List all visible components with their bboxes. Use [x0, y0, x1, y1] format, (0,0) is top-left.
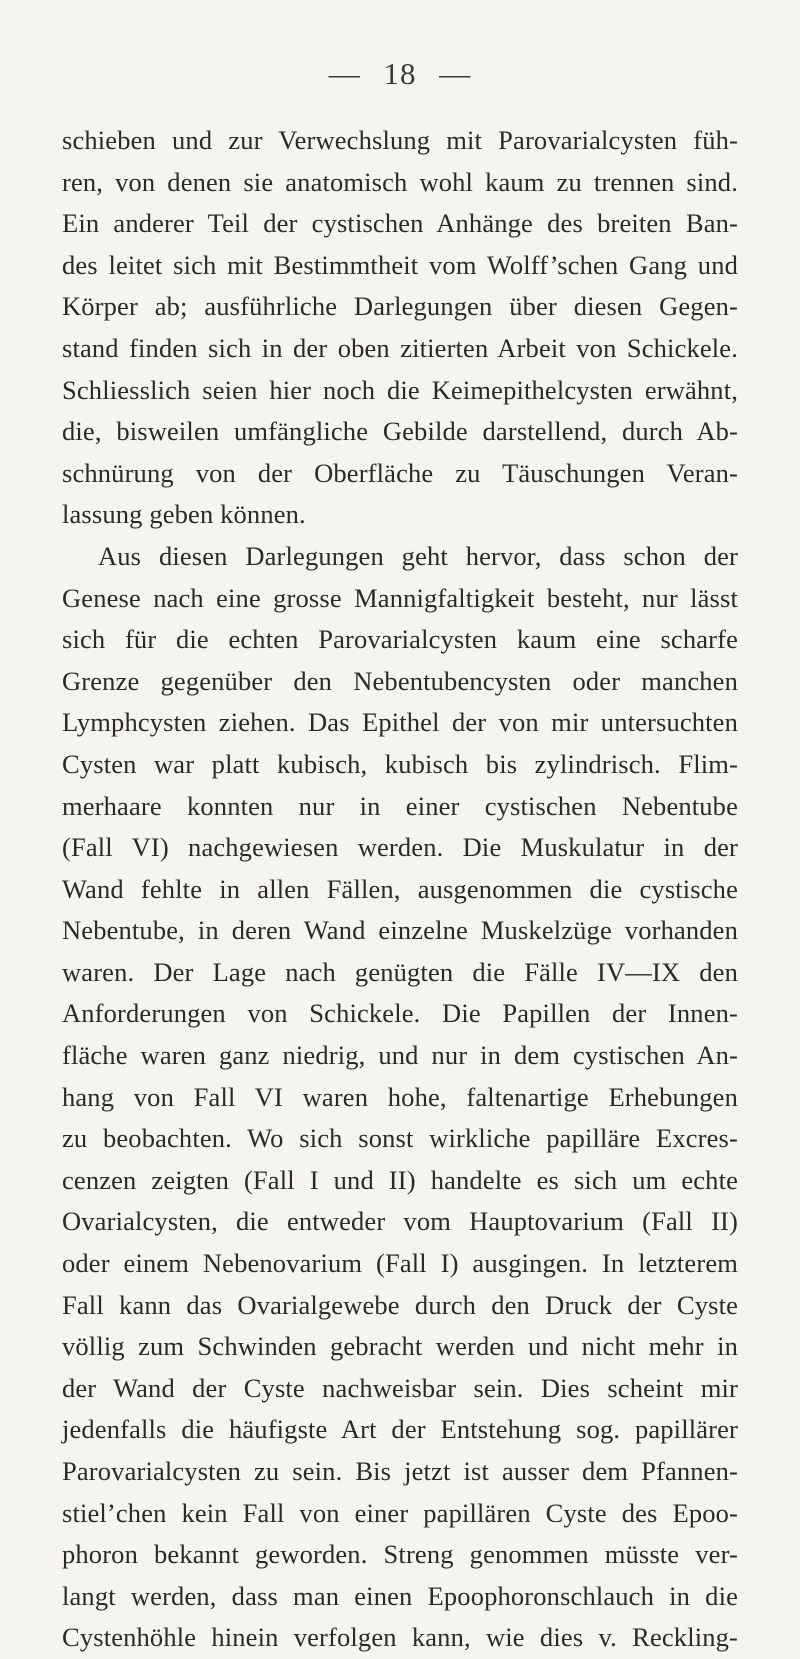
- text-line: fläche waren ganz niedrig, und nur in dem cystischen An-: [62, 1040, 738, 1071]
- text-line: phoron bekannt geworden. Streng genommen müsste ver-: [62, 1539, 738, 1570]
- text-line: Grenze gegenüber den Nebentubencysten oder manchen: [62, 665, 738, 696]
- text-line: Nebentube, in deren Wand einzelne Muskelzüge vorhanden: [62, 915, 738, 946]
- text-line: schnürung von der Oberfläche zu Täuschungen Veran-: [62, 457, 738, 488]
- text-line: des leitet sich mit Bestimmtheit vom Wolff’schen Gang und: [62, 249, 738, 280]
- text-line: cenzen zeigten (Fall I und II) handelte es sich um echte: [62, 1164, 738, 1195]
- text-line: zu beobachten. Wo sich sonst wirkliche papilläre Excres-: [62, 1123, 738, 1154]
- text-line: sich für die echten Parovarialcysten kaum eine scharfe: [62, 624, 738, 655]
- text-line: Lymphcysten ziehen. Das Epithel der von mir untersuchten: [62, 707, 738, 738]
- text-line: ren, von denen sie anatomisch wohl kaum zu trennen sind.: [62, 166, 738, 197]
- text-line: Genese nach eine grosse Mannigfaltigkeit besteht, nur lässt: [62, 582, 738, 613]
- text-line: völlig zum Schwinden gebracht werden und nicht mehr in: [62, 1331, 738, 1362]
- paragraph: [62, 536, 738, 1659]
- text-line: Aus diesen Darlegungen geht hervor, dass schon der: [98, 540, 738, 571]
- text-line: Parovarialcysten zu sein. Bis jetzt ist ausser dem Pfannen-: [62, 1456, 738, 1486]
- text-line: Ein anderer Teil der cystischen Anhänge des breiten Ban-: [62, 208, 738, 239]
- text-line: stand finden sich in der oben zitierten Arbeit von Schickele.: [62, 332, 738, 363]
- text-line: langt werden, dass man einen Epoophoronschlauch in die: [62, 1580, 738, 1611]
- text-line: schieben und zur Verwechslung mit Parovarialcysten füh-: [62, 125, 738, 155]
- text-line: jedenfalls die häufigste Art der Entstehung sog. papillärer: [62, 1414, 738, 1445]
- text-line: merhaare konnten nur in einer cystischen Nebentube: [62, 790, 738, 821]
- text-line: die, bisweilen umfängliche Gebilde darstellend, durch Ab-: [62, 416, 738, 447]
- text-line: hang von Fall VI waren hohe, faltenartige Erhebungen: [62, 1081, 738, 1112]
- text-line: (Fall VI) nachgewiesen werden. Die Muskulatur in der: [62, 832, 738, 863]
- text-line: lassung geben können.: [62, 499, 306, 530]
- text-line: Cysten war platt kubisch, kubisch bis zylindrisch. Flim-: [62, 748, 738, 779]
- header-dash-right: —: [439, 56, 472, 91]
- text-line: Körper ab; ausführliche Darlegungen über diesen Gegen-: [62, 291, 738, 322]
- text-line: Wand fehlte in allen Fällen, ausgenommen die cystische: [62, 873, 738, 904]
- text-line: oder einem Nebenovarium (Fall I) ausgingen. In letzterem: [62, 1248, 738, 1279]
- text-line: Schliesslich seien hier noch die Keimepithelcysten erwähnt,: [62, 374, 738, 405]
- text-line: stiel’chen kein Fall von einer papillären Cyste des Epoo-: [62, 1497, 738, 1528]
- text-line: Anforderungen von Schickele. Die Papillen der Innen-: [62, 998, 738, 1029]
- body-text: [62, 120, 738, 1659]
- text-line: der Wand der Cyste nachweisbar sein. Dies scheint mir: [62, 1372, 738, 1403]
- text-line: Fall kann das Ovarialgewebe durch den Druck der Cyste: [62, 1289, 738, 1320]
- header-dash-left: —: [328, 56, 361, 91]
- text-line: waren. Der Lage nach genügten die Fälle IV—IX den: [62, 956, 738, 987]
- text-line: Cystenhöhle hinein verfolgen kann, wie dies v. Reckling-: [62, 1622, 738, 1653]
- page-number: 18: [383, 56, 417, 91]
- page-header: [0, 56, 800, 92]
- paragraph: [62, 120, 738, 536]
- text-line: Ovarialcysten, die entweder vom Hauptovarium (Fall II): [62, 1206, 738, 1237]
